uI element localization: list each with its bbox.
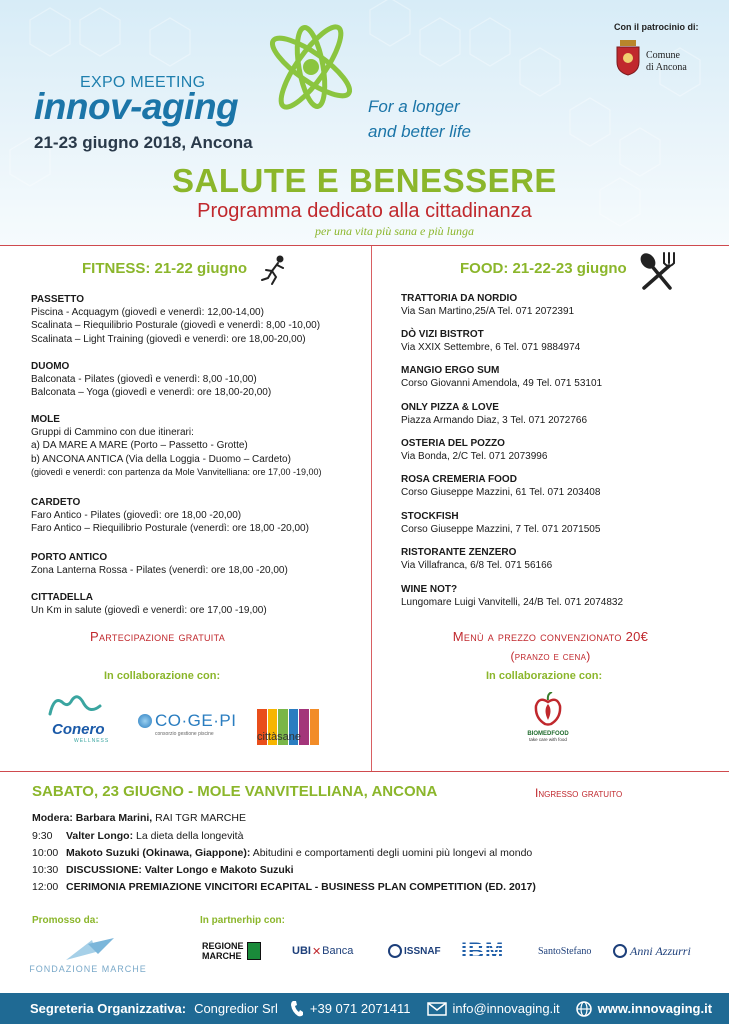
issnaf-globe-icon [388, 944, 402, 958]
patron-label: Con il patrocinio di: [614, 22, 699, 32]
header-banner [0, 0, 729, 245]
section-heading: MOLE [31, 414, 60, 425]
food-price-note: (pranzo e cena) [510, 649, 591, 663]
section-line: a) DA MARE A MARE (Porto – Passetto - Grotte) [31, 440, 248, 452]
restaurant-name: DÒ VIZI BISTROT [401, 329, 484, 340]
cogepi-logo-subtext: consorzio gestione piscine [155, 731, 214, 737]
moderator-name: Barbara Marini, [75, 812, 153, 824]
program-speaker: Makoto Suzuki (Okinawa, Giappone): [66, 847, 251, 859]
biomedfood-logo-text: BIOMEDFOOD [527, 731, 569, 737]
restaurant-name: WINE NOT? [401, 584, 458, 595]
promoted-by-label: Promosso da: [32, 915, 99, 926]
food-item [401, 328, 580, 354]
program-time: 12:00 [32, 881, 59, 893]
program-row [32, 880, 536, 894]
program-time: 10:30 [32, 864, 59, 876]
restaurant-detail: Via Bonda, 2/C Tel. 071 2073996 [401, 451, 548, 463]
conero-logo [44, 692, 116, 742]
food-item [401, 437, 547, 463]
cogepi-dot-icon [138, 714, 152, 728]
restaurant-detail: Piazza Armando Diaz, 3 Tel. 071 2072766 [401, 415, 588, 427]
tagline-line-1: For a longer [368, 97, 460, 116]
cogepi-logo [138, 711, 238, 741]
footer-email[interactable]: info@innovaging.it [452, 1001, 560, 1016]
innovaging-flower-logo [256, 12, 366, 122]
restaurant-name: STOCKFISH [401, 511, 459, 522]
program-time: 9:30 [32, 830, 53, 842]
ubi-x-icon: ✕ [311, 945, 322, 958]
section-heading: DUOMO [31, 361, 70, 372]
cittasane-logo-text: cittàsane [257, 731, 319, 743]
restaurant-detail: Via XXIX Settembre, 6 Tel. 071 9884974 [401, 342, 581, 354]
section-line: Piscina - Acquagym (giovedì e venerdì: 12,00-14,00) [31, 307, 264, 319]
program-row [32, 863, 294, 877]
saturday-free-label: Ingresso gratuito [535, 786, 623, 800]
restaurant-name: RISTORANTE ZENZERO [401, 547, 517, 558]
restaurant-name: MANGIO ERGO SUM [401, 365, 500, 376]
runner-icon [258, 254, 290, 286]
section-line: (giovedì e venerdì: con partenza da Mole Vanvitelliana: ore 17,00 -19,00) [31, 466, 322, 477]
column-divider [371, 246, 372, 771]
regione-text-1: REGIONE [202, 941, 244, 951]
fitness-section-passetto [31, 293, 320, 346]
conero-logo-text: Conero [52, 721, 105, 738]
food-collab-label: In collaborazione con: [486, 670, 603, 682]
apple-icon [533, 692, 563, 726]
section-line: b) ANCONA ANTICA (Via della Loggia - Duomo – Cardeto) [31, 453, 291, 465]
section-line: Faro Antico - Pilates (giovedì: ore 18,00 -20,00) [31, 510, 242, 522]
conero-wave-icon [44, 692, 116, 718]
divider-top [0, 245, 729, 246]
biomedfood-logo-subtext: take care with food [529, 737, 567, 742]
event-dates: 21-23 giugno 2018, Ancona [34, 133, 253, 152]
section-heading: PASSETTO [31, 294, 84, 305]
section-line: Balconata - Pilates (giovedì e venerdì: 8,00 -10,00) [31, 374, 257, 386]
patron-name-1: Comune [646, 50, 680, 61]
restaurant-detail: Via San Martino,25/A Tel. 071 2072391 [401, 306, 575, 318]
section-line: Gruppi di Cammino con due itinerari: [31, 427, 194, 439]
food-item [401, 510, 600, 536]
ibm-logo-text: IBM [461, 938, 505, 963]
food-item [401, 401, 587, 427]
page-motto: per una vita più sana e più lunga [315, 224, 474, 238]
brand-name: innov-aging [34, 86, 239, 127]
fitness-collab-label: In collaborazione con: [104, 670, 221, 682]
section-line: Un Km in salute (giovedì e venerdì: ore 17,00 -19,00) [31, 605, 267, 617]
section-line: Faro Antico – Riequilibrio Posturale (venerdì: ore 18,00 -20,00) [31, 523, 309, 535]
ibm-logo [461, 936, 504, 966]
fitness-section-duomo [31, 360, 271, 400]
cittasane-logo [257, 709, 319, 743]
moderator-line [32, 811, 246, 825]
program-speaker: CERIMONIA PREMIAZIONE VINCITORI ECAPITAL - BUSINESS PLAN COMPETITION (ED. 2017) [66, 881, 536, 893]
program-text: La dieta della longevità [133, 830, 244, 842]
footer-website[interactable]: www.innovaging.it [597, 1001, 713, 1016]
page-title: SALUTE E BENESSERE [172, 162, 557, 199]
fitness-section-mole [31, 413, 322, 479]
patron-name-2: di Ancona [646, 62, 687, 73]
saturday-title: SABATO, 23 GIUGNO - MOLE VANVITELLIANA, ANCONA [32, 783, 438, 800]
fitness-title: FITNESS: 21-22 giugno [82, 260, 248, 277]
email-icon [427, 1002, 447, 1016]
program-row [32, 846, 532, 860]
restaurant-name: OSTERIA DEL POZZO [401, 438, 505, 449]
footer-phone[interactable]: +39 071 2071411 [309, 1001, 411, 1016]
section-line: Scalinata – Riequilibrio Posturale (giovedì e venerdì: 8,00 -10,00) [31, 320, 321, 332]
regione-emblem-icon [247, 942, 261, 960]
food-item [401, 473, 600, 499]
restaurant-detail: Via Villafranca, 6/8 Tel. 071 56166 [401, 560, 553, 572]
anni-logo-text: Anni Azzurri [630, 943, 691, 958]
ubi-logo-text: UBI [292, 945, 311, 957]
regione-text-2: MARCHE [202, 951, 242, 961]
section-line: Balconata – Yoga (giovedì e venerdì: ore 18,00-20,00) [31, 387, 272, 399]
program-time: 10:00 [32, 847, 59, 859]
santo-stefano-logo [538, 936, 591, 966]
food-item [401, 364, 602, 390]
restaurant-detail: Lungomare Luigi Vanvitelli, 24/B Tel. 071 2074832 [401, 597, 624, 609]
restaurant-detail: Corso Giuseppe Mazzini, 7 Tel. 071 2071505 [401, 524, 601, 536]
food-item [401, 546, 552, 572]
restaurant-detail: Corso Giovanni Amendola, 49 Tel. 071 53101 [401, 378, 603, 390]
issnaf-logo-text: ISSNAF [404, 945, 441, 957]
tagline-line-2: and better life [368, 122, 472, 141]
phone-icon [290, 1000, 304, 1018]
section-heading: PORTO ANTICO [31, 552, 108, 563]
fondazione-logo-text: FONDAZIONE MARCHE [29, 964, 147, 974]
regione-marche-logo [202, 936, 261, 966]
restaurant-name: ROSA CREMERIA FOOD [401, 474, 517, 485]
section-line: Scalinata – Light Training (giovedì e venerdì: ore 18,00-20,00) [31, 333, 306, 345]
biomedfood-logo [516, 692, 580, 748]
fondazione-bird-icon [26, 934, 150, 964]
santo-logo-text: SantoStefano [538, 945, 592, 957]
food-item [401, 292, 574, 318]
food-title: FOOD: 21-22-23 giugno [460, 260, 627, 277]
partnership-label: In partnerhip con: [200, 915, 285, 926]
moderator-label: Modera: [32, 812, 73, 824]
conero-logo-subtext: WELLNESS [74, 738, 110, 744]
section-heading: CARDETO [31, 497, 81, 508]
ubi-banca-logo [292, 936, 353, 966]
anni-azzurri-logo [613, 936, 691, 966]
ubi-logo-text-2: Banca [322, 945, 354, 957]
anni-azzurri-mark-icon [613, 944, 627, 958]
divider-middle [0, 771, 729, 772]
cogepi-logo-text: CO·GE·PI [155, 711, 237, 730]
comune-ancona-logo [614, 38, 710, 80]
footer-organizer: Congredior Srl [194, 1001, 278, 1016]
restaurant-name: TRATTORIA DA NORDIO [401, 293, 518, 304]
issnaf-logo [388, 936, 441, 966]
food-price-label: Menù a prezzo convenzionato 20€ [452, 629, 649, 644]
section-heading: CITTADELLA [31, 592, 94, 603]
fitness-section-cardeto [31, 496, 309, 536]
program-speaker: DISCUSSIONE: Valter Longo e Makoto Suzuki [66, 864, 294, 876]
footer-bar [0, 993, 729, 1024]
tagline [368, 94, 471, 144]
program-speaker: Valter Longo: [66, 830, 134, 842]
fitness-section-porto-antico [31, 551, 288, 577]
cutlery-icon [636, 251, 678, 291]
page-subtitle: Programma dedicato alla cittadinanza [197, 200, 532, 222]
section-line: Zona Lanterna Rossa - Pilates (venerdì: ore 18,00 -20,00) [31, 565, 288, 577]
expo-meeting-label: EXPO MEETING [80, 74, 206, 91]
moderator-rest: RAI TGR MARCHE [152, 812, 246, 824]
program-text: Abitudini e comportamenti degli uomini più longevi al mondo [250, 847, 533, 859]
crest-icon [614, 40, 642, 76]
fitness-free-label: Partecipazione gratuita [90, 629, 226, 644]
fitness-section-cittadella [31, 591, 267, 617]
fondazione-marche-logo [26, 934, 150, 978]
globe-icon [576, 1001, 592, 1017]
footer-label: Segreteria Organizzativa: [30, 1001, 187, 1016]
restaurant-name: ONLY PIZZA & LOVE [401, 402, 499, 413]
program-row [32, 829, 243, 843]
restaurant-detail: Corso Giuseppe Mazzini, 61 Tel. 071 203408 [401, 487, 601, 499]
food-item [401, 583, 623, 609]
